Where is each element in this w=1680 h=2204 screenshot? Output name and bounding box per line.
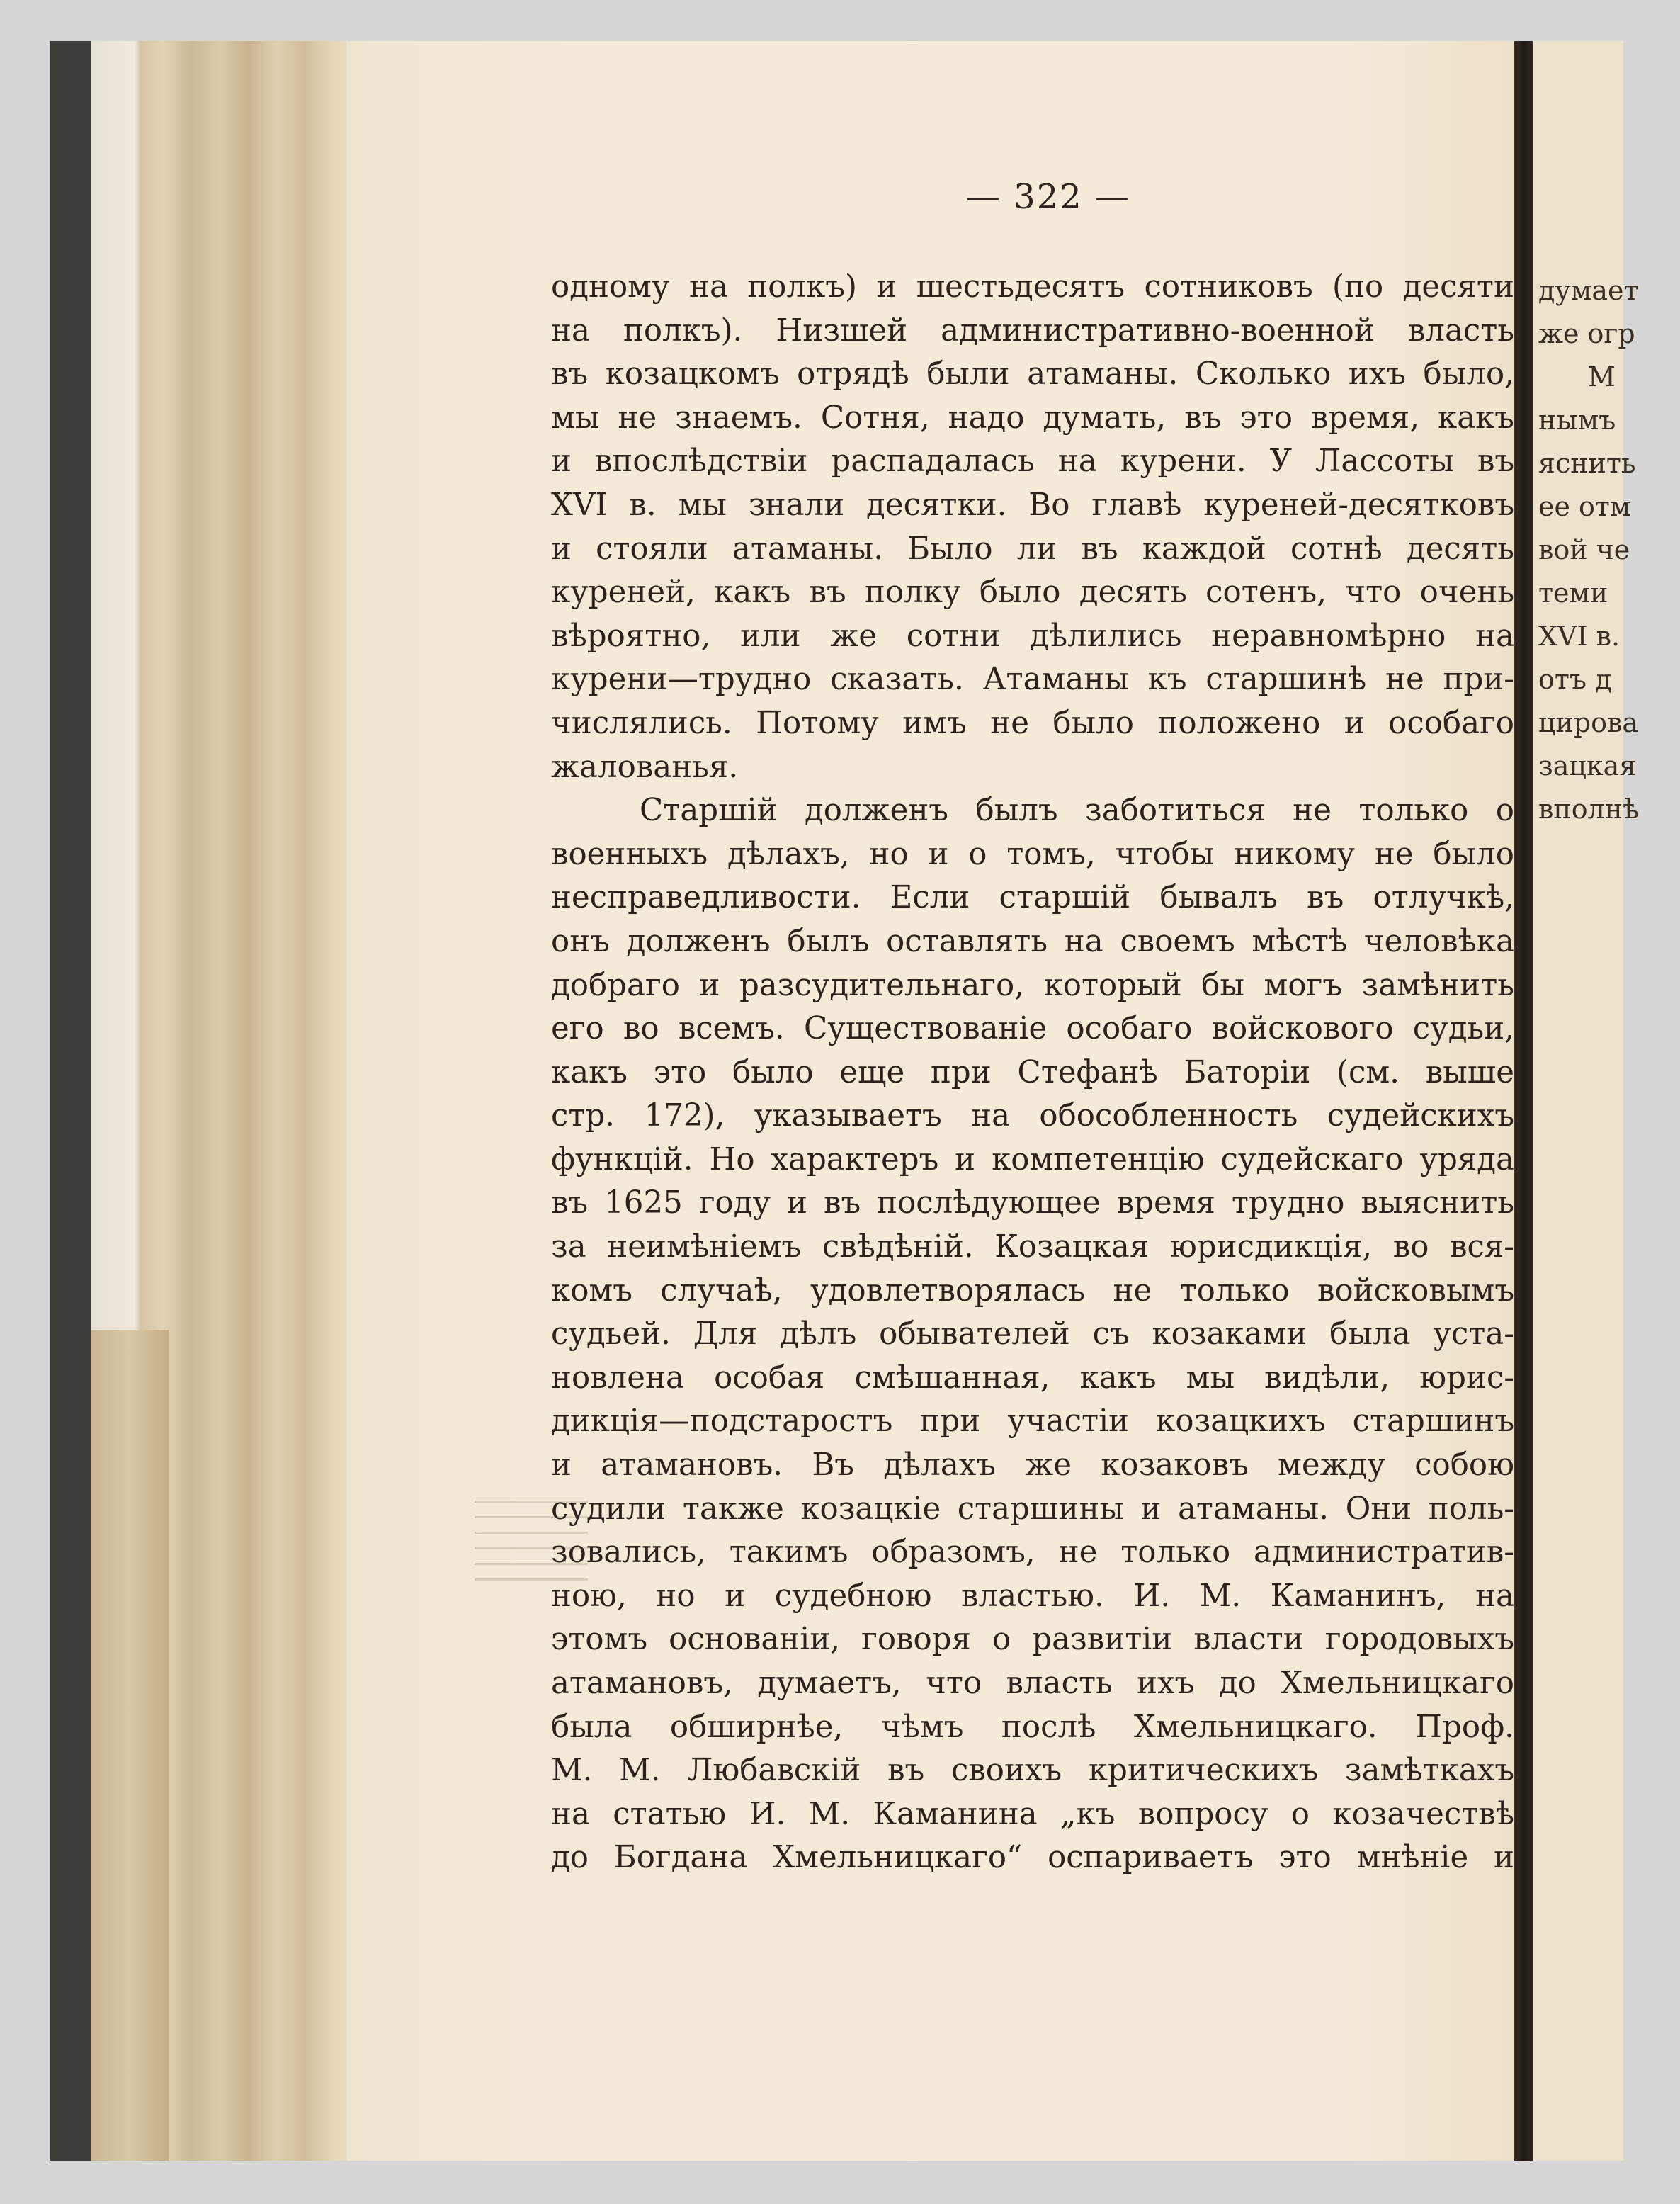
text-line: дикція—подстаростъ при участіи козацкихъ старшинъ [551,1403,1514,1440]
text-line: стр. 172), указываетъ на обособленность судейскихъ [551,1098,1514,1134]
text-line: на статью И. М. Каманина „къ вопросу о козачествѣ [551,1796,1514,1832]
text-line: числялись. Потому имъ не было положено и особаго [551,705,1514,741]
text-line: на полкъ). Низшей административно-военной власть [551,312,1514,349]
right-page-line: цирова [1538,707,1639,738]
page-edges-tab [91,1330,169,2161]
text-line: судьей. Для дѣлъ обывателей съ козаками была уста- [551,1316,1514,1352]
text-line: какъ это было еще при Стефанѣ Баторіи (см. выше [551,1054,1514,1090]
right-page-line: яснить [1538,448,1636,479]
text-line: онъ долженъ былъ оставлять на своемъ мѣстѣ человѣка [551,923,1514,959]
text-line: была обширнѣе, чѣмъ послѣ Хмельницкаго. Проф. [551,1709,1514,1745]
text-line: въ 1625 году и въ послѣдующее время трудно выяснить [551,1185,1514,1221]
text-line: въ козацкомъ отрядѣ были атаманы. Сколько ихъ было, [551,356,1514,392]
text-line: куреней, какъ въ полку было десять сотенъ, что очень [551,575,1514,611]
text-line: комъ случаѣ, удовлетворялась не только войсковымъ [551,1272,1514,1309]
text-line: добраго и разсудительнаго, который бы могъ замѣнить [551,967,1514,1003]
text-line: и впослѣдствіи распадалась на курени. У Лассоты въ [551,443,1514,480]
right-page-line: отъ д [1538,664,1612,695]
text-line: военныхъ дѣлахъ, но и о томъ, чтобы никому не было [551,836,1514,872]
text-line: курени—трудно сказать. Атаманы къ старшинѣ не при- [551,662,1514,698]
text-line: и атамановъ. Въ дѣлахъ же козаковъ между собою [551,1447,1514,1484]
text-line: за неимѣніемъ свѣдѣній. Козацкая юрисдикція, во вся- [551,1229,1514,1265]
text-line: несправедливости. Если старшій бывалъ въ отлучкѣ, [551,880,1514,916]
right-page-text [1538,269,1680,831]
text-line: ною, но и судебною властью. И. М. Каманинъ, на [551,1578,1514,1614]
right-page-line: XVI в. [1538,621,1621,652]
text-line: М. М. Любавскій въ своихъ критическихъ замѣткахъ [551,1753,1514,1789]
right-page-line: ее отм [1538,491,1631,522]
text-line: функцій. Но характеръ и компетенцію судейскаго уряда [551,1141,1514,1177]
right-page-line: вполнѣ [1538,793,1639,825]
book-gutter [1514,41,1533,2161]
right-page-line: теми [1538,577,1608,609]
text-line: одному на полкъ) и шестьдесятъ сотниковъ (по десяти [551,269,1514,305]
text-line: зовались, такимъ образомъ, не только административ- [551,1535,1514,1571]
text-line: этомъ основаніи, говоря о развитіи власти городовыхъ [551,1622,1514,1658]
text-line: вѣроятно, или же сотни дѣлились неравномѣрно на [551,618,1514,654]
text-line: его во всемъ. Существованіе особаго войскового судьи, [551,1011,1514,1047]
right-page-line: зацкая [1538,750,1637,781]
page-number: — 322 — [965,177,1131,217]
text-line: мы не знаемъ. Сотня, надо думать, въ это время, какъ [551,400,1514,436]
body-text [551,266,1514,1880]
text-line: до Богдана Хмельницкаго“ оспариваетъ это мнѣніе и [551,1840,1514,1876]
text-line: судили также козацкіе старшины и атаманы. Они поль- [551,1491,1514,1527]
text-line: XVI в. мы знали десятки. Во главѣ куреней-десятковъ [551,487,1514,523]
right-page-line: вой че [1538,534,1630,565]
right-page-line: нымъ [1538,405,1616,436]
right-page-line: думает [1538,275,1639,306]
text-line: атамановъ, думаетъ, что власть ихъ до Хмельницкаго [551,1666,1514,1701]
right-page-fragment [1533,41,1639,2161]
right-page-line: М [1588,361,1616,392]
text-line: Старшій долженъ былъ заботиться не только о [640,793,1514,829]
text-line: новлена особая смѣшанная, какъ мы видѣли, юрис- [551,1360,1514,1396]
text-line: жалованья. [551,749,739,785]
text-line: и стояли атаманы. Было ли въ каждой сотнѣ десять [551,531,1514,567]
right-page-line: же огр [1538,318,1635,349]
